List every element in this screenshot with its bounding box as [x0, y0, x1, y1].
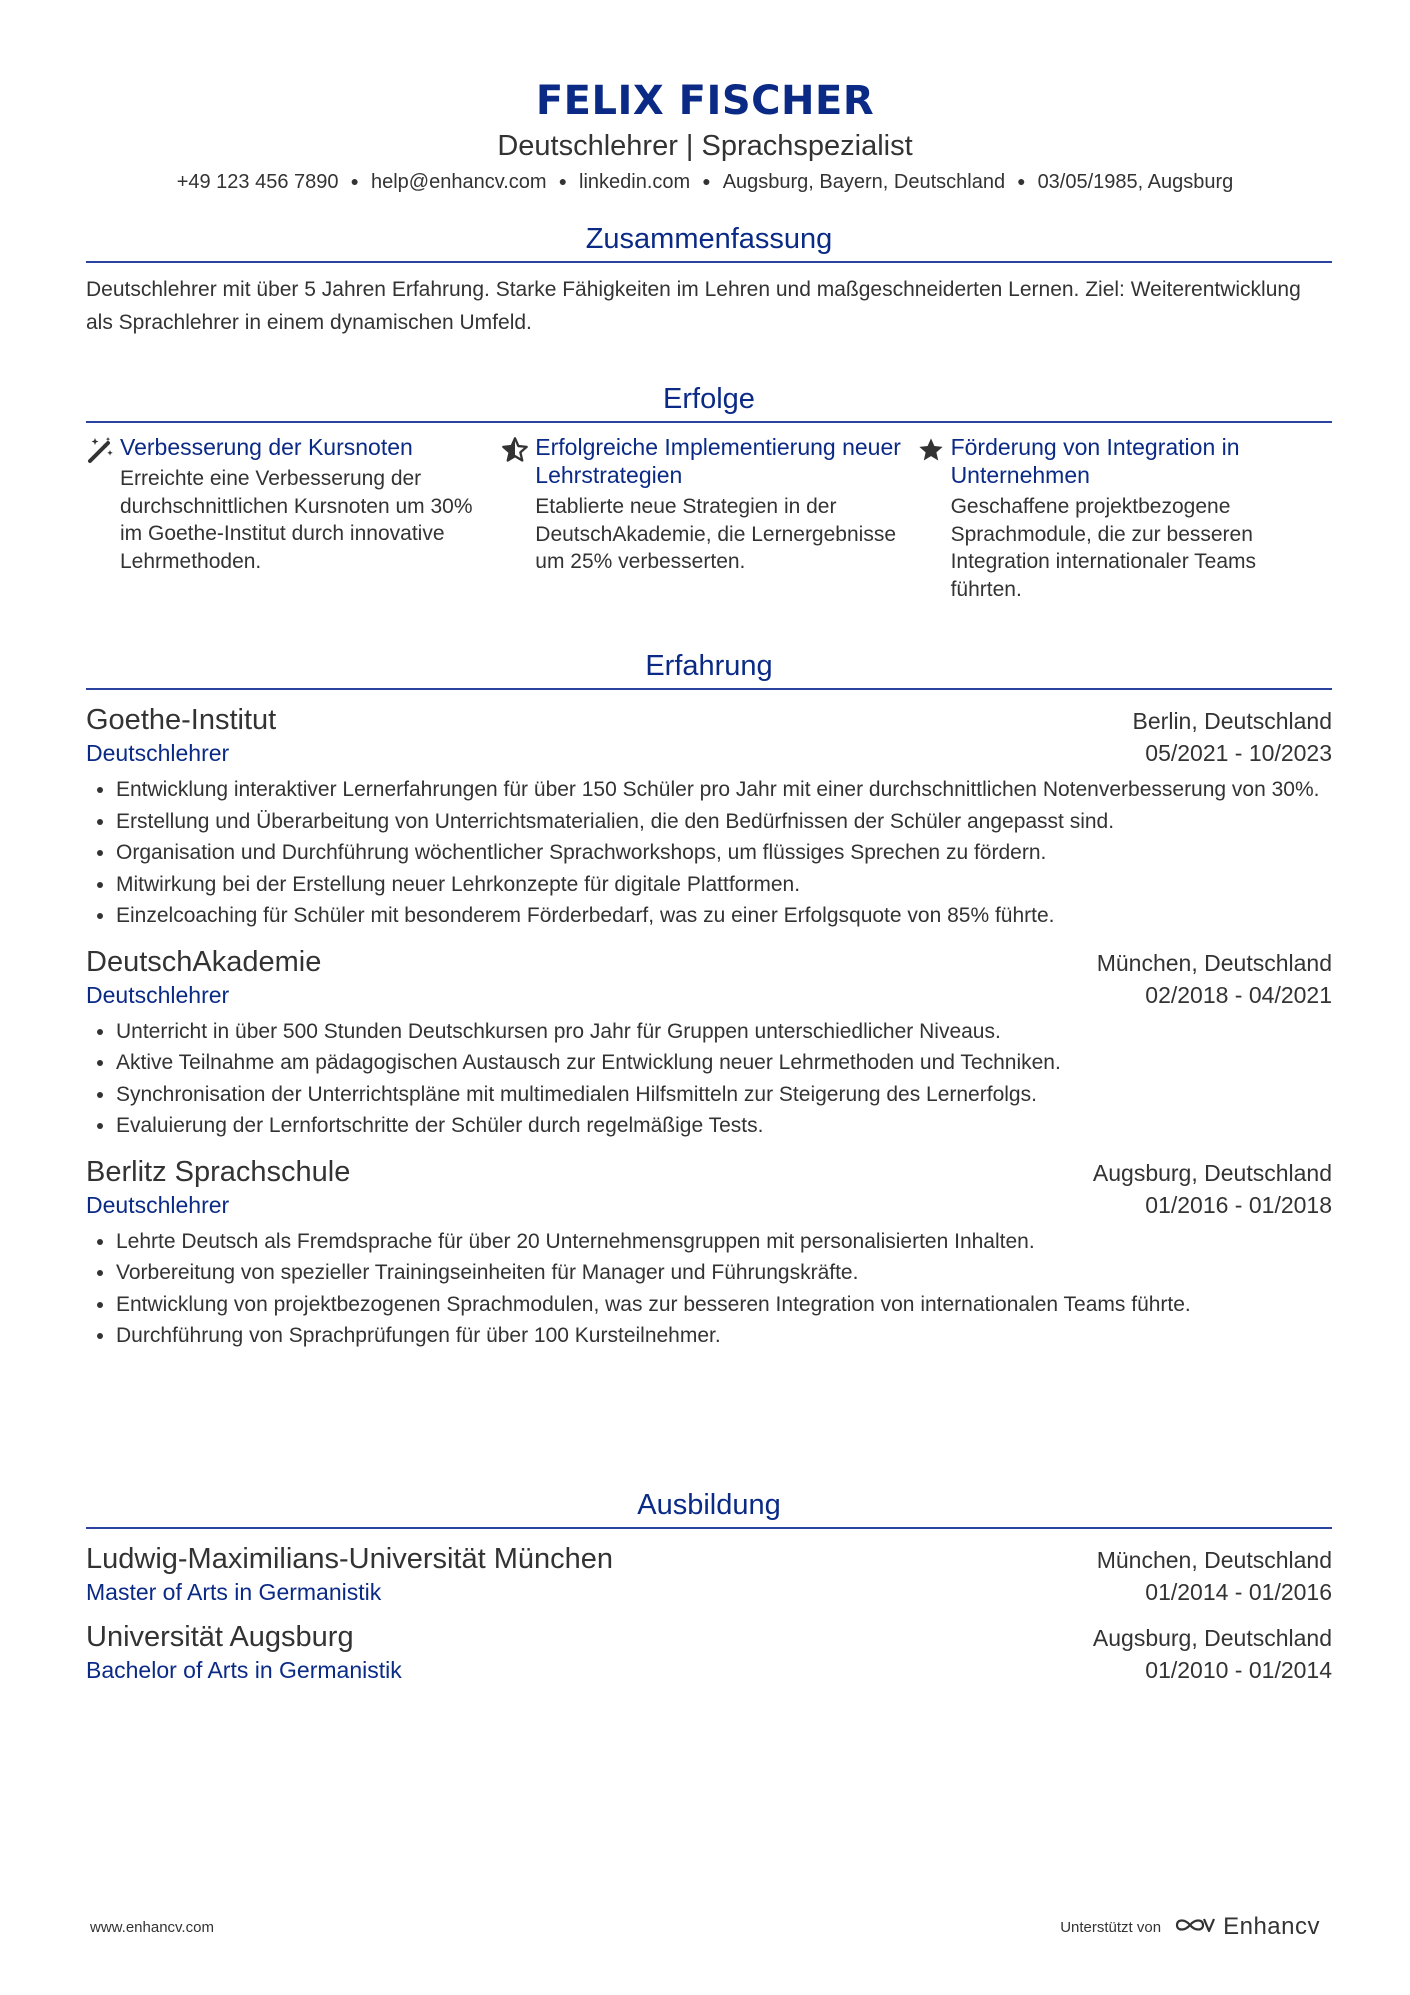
achievement-item [501, 433, 916, 603]
school-location: München, Deutschland [1096, 1547, 1332, 1573]
employer-location: München, Deutschland [1096, 949, 1332, 976]
school-name: Ludwig-Maximilians-Universität München [86, 1543, 614, 1575]
list-item: • Erstellung und Überarbeitung von Unterrichtsmaterialien, die den Bedürfnissen der Schüler angepasst sind. [116, 806, 1332, 838]
job-bullets [86, 1226, 1332, 1352]
bullet-separator: ● [350, 173, 359, 189]
candidate-subtitle: Deutschlehrer | Sprachspezialist [497, 130, 913, 162]
section-divider [86, 1527, 1332, 1529]
list-item: • Entwicklung von projektbezogenen Sprachmodulen, was zur besseren Integration von internationalen Teams führte. [116, 1289, 1332, 1321]
job-dates: 05/2021 - 10/2023 [1145, 740, 1332, 766]
job-dates: 02/2018 - 04/2021 [1145, 981, 1332, 1008]
bullet-separator: ● [558, 173, 568, 189]
employer-name: Goethe-Institut [86, 704, 277, 736]
section-title-achievements: Erfolge [663, 383, 755, 415]
section-title-education: Ausbildung [637, 1489, 781, 1521]
education-section [86, 1487, 1332, 1685]
page-footer [90, 1913, 1320, 1941]
job-bullets [86, 774, 1332, 932]
employer-name: Berlitz Sprachschule [86, 1155, 351, 1188]
list-item: • Einzelcoaching für Schüler mit besonderem Förderbedarf, was zu einer Erfolgsquote von 85% führte. [116, 900, 1332, 932]
list-item: • Durchführung von Sprachprüfungen für über 100 Kursteilnehmer. [116, 1320, 1332, 1352]
list-item: • Organisation und Durchführung wöchentlicher Sprachworkshops, um flüssiges Sprechen zu fördern. [116, 837, 1332, 869]
employer-location: Augsburg, Deutschland [1092, 1159, 1332, 1186]
resume-header [0, 0, 1410, 197]
list-item: • Synchronisation der Unterrichtspläne mit multimedialen Hilfsmitteln zur Steigerung des Lernerfolgs. [116, 1079, 1332, 1111]
powered-by-label: Unterstützt von [1060, 1918, 1162, 1936]
experience-entry [86, 702, 1332, 932]
contact-line [0, 168, 1410, 197]
list-item: • Aktive Teilnahme am pädagogischen Austausch zur Entwicklung neuer Lehrmethoden und Techniken. [116, 1047, 1332, 1079]
summary-text: Deutschlehrer mit über 5 Jahren Erfahrung. Starke Fähigkeiten im Lehren und maßgeschneiderten Lernen. Ziel: Weiterentwicklung als Sprachlehrer in einem dynamischen Umfeld. [86, 278, 1301, 334]
achievement-title: Förderung von Integration in Unternehmen [950, 434, 1240, 488]
education-dates: 01/2010 - 01/2014 [1145, 1657, 1332, 1683]
footer-branding [1060, 1913, 1320, 1941]
achievement-description: Geschaffene projektbezogene Sprachmodule, die zur besseren Integration internationaler Teams führten. [950, 495, 1257, 601]
degree-title: Bachelor of Arts in Germanistik [86, 1657, 402, 1683]
brand-name: Enhancv [1223, 1913, 1320, 1940]
achievements-section [86, 381, 1332, 603]
contact-birth: 03/05/1985, Augsburg [1037, 171, 1234, 193]
achievement-title: Erfolgreiche Implementierung neuer Lehrstrategien [535, 434, 901, 488]
list-item: • Lehrte Deutsch als Fremdsprache für über 20 Unternehmensgruppen mit personalisierten Inhalten. [116, 1226, 1332, 1258]
list-item: • Evaluierung der Lernfortschritte der Schüler durch regelmäßige Tests. [116, 1110, 1332, 1142]
bullet-separator: ● [1017, 173, 1026, 189]
education-entry [86, 1619, 1332, 1685]
job-title: Deutschlehrer [86, 1191, 230, 1218]
experience-entry [86, 944, 1332, 1142]
education-entry [86, 1541, 1332, 1607]
contact-email[interactable]: help@enhancv.com [370, 171, 547, 193]
experience-entry [86, 1154, 1332, 1352]
summary-section [86, 221, 1332, 339]
contact-phone: +49 123 456 7890 [176, 171, 339, 193]
education-dates: 01/2014 - 01/2016 [1145, 1579, 1332, 1605]
footer-url[interactable]: www.enhancv.com [90, 1918, 214, 1936]
star-icon [917, 433, 951, 465]
section-title-summary: Zusammenfassung [585, 223, 833, 255]
section-divider [86, 421, 1332, 423]
section-divider [86, 261, 1332, 263]
contact-location: Augsburg, Bayern, Deutschland [722, 171, 1006, 193]
section-divider [86, 688, 1332, 690]
achievement-item [86, 433, 501, 603]
magic-wand-icon [86, 433, 120, 465]
job-title: Deutschlehrer [86, 981, 230, 1008]
contact-linkedin[interactable]: linkedin.com [579, 171, 691, 193]
degree-title: Master of Arts in Germanistik [86, 1579, 382, 1605]
section-title-experience: Erfahrung [645, 650, 773, 682]
achievement-item [917, 433, 1332, 603]
job-title: Deutschlehrer [86, 740, 230, 766]
experience-section [86, 648, 1332, 1352]
employer-name: DeutschAkademie [86, 945, 322, 978]
achievements-grid [86, 433, 1332, 603]
list-item: • Entwicklung interaktiver Lernerfahrungen für über 150 Schüler pro Jahr mit einer durchschnittlichen Notenverbesserung von 30%. [116, 774, 1332, 806]
enhancv-logo-icon [1173, 1914, 1217, 1941]
employer-location: Berlin, Deutschland [1132, 708, 1332, 734]
job-bullets [86, 1016, 1332, 1142]
list-item: • Unterricht in über 500 Stunden Deutschkursen pro Jahr für Gruppen unterschiedlicher Niveaus. [116, 1016, 1332, 1048]
achievement-description: Erreichte eine Verbesserung der durchschnittlichen Kursnoten um 30% im Goethe-Institut durch innovative Lehrmethoden. [120, 467, 473, 573]
half-star-icon [501, 433, 535, 465]
bullet-separator: ● [702, 173, 711, 189]
candidate-name: FELIX FISCHER [535, 78, 875, 124]
job-dates: 01/2016 - 01/2018 [1145, 1191, 1332, 1218]
school-name: Universität Augsburg [86, 1621, 354, 1653]
list-item: • Vorbereitung von spezieller Trainingseinheiten für Manager und Führungskräfte. [116, 1257, 1332, 1289]
achievement-description: Etablierte neue Strategien in der DeutschAkademie, die Lernergebnisse um 25% verbesserten. [535, 495, 896, 573]
list-item: • Mitwirkung bei der Erstellung neuer Lehrkonzepte für digitale Plattformen. [116, 869, 1332, 901]
school-location: Augsburg, Deutschland [1092, 1625, 1332, 1651]
achievement-title: Verbesserung der Kursnoten [120, 434, 413, 460]
